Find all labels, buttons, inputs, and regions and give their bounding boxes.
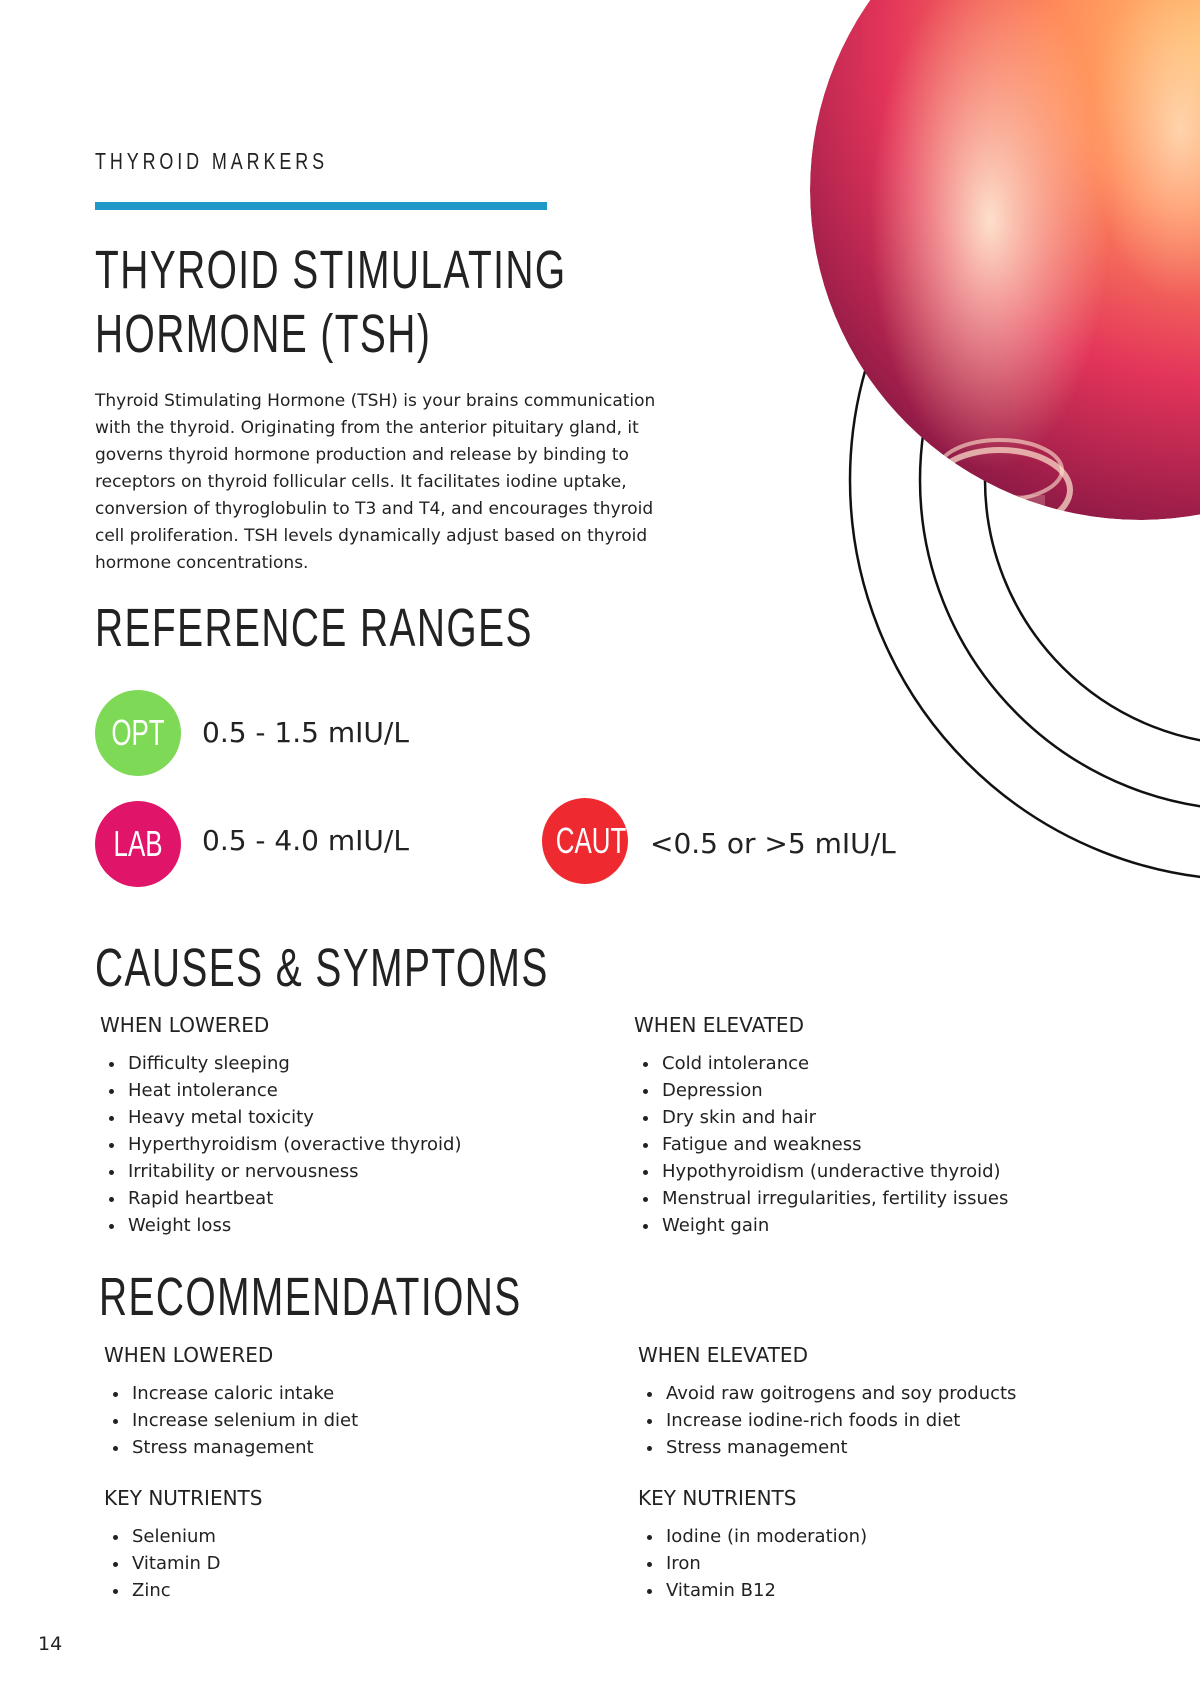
nutrients-elevated-list xyxy=(638,1523,867,1604)
recommendations-heading: RECOMMENDATIONS xyxy=(99,1267,522,1327)
caution-badge: CAUT xyxy=(542,798,628,884)
list-item: • Fatigue and weakness xyxy=(660,1131,1008,1158)
list-item: • Weight loss xyxy=(126,1212,461,1239)
list-item: • Hyperthyroidism (overactive thyroid) xyxy=(126,1131,461,1158)
list-item: • Heat intolerance xyxy=(126,1077,461,1104)
nutrients-elevated-label: KEY NUTRIENTS xyxy=(638,1486,797,1510)
recommendations-elevated-list xyxy=(638,1380,1016,1461)
list-item: • Depression xyxy=(660,1077,1008,1104)
caution-range-value: <0.5 or >5 mIU/L xyxy=(650,827,896,860)
list-item: • Increase selenium in diet xyxy=(130,1407,358,1434)
list-item: • Dry skin and hair xyxy=(660,1104,1008,1131)
list-item: • Menstrual irregularities, fertility issues xyxy=(660,1185,1008,1212)
section-kicker: THYROID MARKERS xyxy=(95,148,328,174)
causes-elevated-list xyxy=(634,1050,1008,1239)
list-item: • Stress management xyxy=(664,1434,1016,1461)
thyroid-illustration xyxy=(810,0,1200,615)
list-item: • Avoid raw goitrogens and soy products xyxy=(664,1380,1016,1407)
list-item: • Heavy metal toxicity xyxy=(126,1104,461,1131)
list-item: • Vitamin B12 xyxy=(664,1577,867,1604)
list-item: • Weight gain xyxy=(660,1212,1008,1239)
recommendations-lowered-list xyxy=(104,1380,358,1461)
reference-ranges-heading: REFERENCE RANGES xyxy=(95,598,533,658)
nutrients-lowered-list xyxy=(104,1523,221,1604)
list-item: • Rapid heartbeat xyxy=(126,1185,461,1212)
list-item: • Increase iodine-rich foods in diet xyxy=(664,1407,1016,1434)
page-title-line-1: THYROID STIMULATING xyxy=(95,240,567,300)
list-item: • Iodine (in moderation) xyxy=(664,1523,867,1550)
accent-bar xyxy=(95,202,547,210)
list-item: • Iron xyxy=(664,1550,867,1577)
recommendations-lowered-label: WHEN LOWERED xyxy=(104,1343,274,1367)
optimal-range-value: 0.5 - 1.5 mIU/L xyxy=(202,716,409,749)
list-item: • Stress management xyxy=(130,1434,358,1461)
causes-elevated-label: WHEN ELEVATED xyxy=(634,1013,804,1037)
list-item: • Cold intolerance xyxy=(660,1050,1008,1077)
list-item: • Difficulty sleeping xyxy=(126,1050,461,1077)
causes-symptoms-heading: CAUSES & SYMPTOMS xyxy=(95,938,549,998)
list-item: • Selenium xyxy=(130,1523,221,1550)
list-item: • Zinc xyxy=(130,1577,221,1604)
list-item: • Hypothyroidism (underactive thyroid) xyxy=(660,1158,1008,1185)
list-item: • Increase caloric intake xyxy=(130,1380,358,1407)
description-paragraph: Thyroid Stimulating Hormone (TSH) is your brains communication with the thyroid. Originating from the anterior pituitary gland, it governs thyroid hormone production and release by binding to receptors on thyroid follicular cells. It facilitates iodine uptake, conversion of thyroglobulin to T3 and T4, and encourages thyroid cell proliferation. TSH levels dynamically adjust based on thyroid hormone concentrations. xyxy=(95,391,656,573)
optimal-badge: OPT xyxy=(95,690,181,776)
list-item: • Vitamin D xyxy=(130,1550,221,1577)
lab-badge: LAB xyxy=(95,801,181,887)
lab-range-value: 0.5 - 4.0 mIU/L xyxy=(202,824,409,857)
page-number: 14 xyxy=(38,1633,63,1655)
page-title-line-2: HORMONE (TSH) xyxy=(95,304,432,364)
list-item: • Irritability or nervousness xyxy=(126,1158,461,1185)
page-title xyxy=(95,238,750,366)
recommendations-elevated-label: WHEN ELEVATED xyxy=(638,1343,808,1367)
nutrients-lowered-label: KEY NUTRIENTS xyxy=(104,1486,263,1510)
causes-lowered-list xyxy=(100,1050,461,1239)
causes-lowered-label: WHEN LOWERED xyxy=(100,1013,270,1037)
